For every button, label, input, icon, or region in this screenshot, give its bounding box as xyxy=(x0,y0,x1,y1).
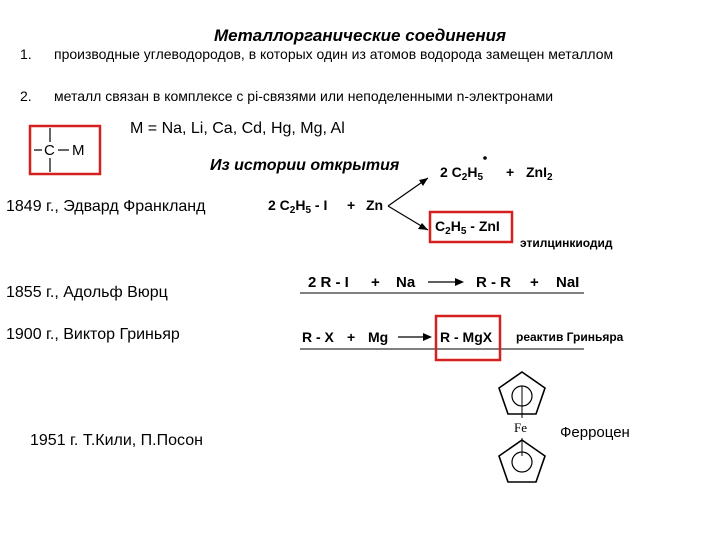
ethyl-radical xyxy=(440,164,483,183)
grignard-product: R - MgX xyxy=(440,329,493,345)
sodium-iodide: NaI xyxy=(556,274,580,291)
history-1855: 1855 г., Адольф Вюрц xyxy=(6,284,168,301)
list-text: металл связан в комплексе с pi-связями или неподеленными n-электронами xyxy=(54,88,554,104)
subscript: 5 xyxy=(460,226,467,237)
arrowhead xyxy=(423,333,432,341)
arrowhead xyxy=(419,178,428,186)
formula-part: - ZnI xyxy=(466,218,500,234)
magnesium: Mg xyxy=(368,329,389,345)
subscript: 5 xyxy=(477,172,484,183)
carbon-label: C xyxy=(44,142,55,159)
zinc-iodide xyxy=(526,164,553,183)
frankland-reactant xyxy=(268,197,327,216)
list-number: 2. xyxy=(20,88,32,104)
formula-part: H xyxy=(295,197,306,213)
wurtz-product: R - R xyxy=(476,274,511,291)
formula-part: H xyxy=(467,164,478,180)
subscript: 2 xyxy=(461,172,468,183)
list-text: производные углеводородов, в которых один из атомов водорода замещен металлом xyxy=(54,46,614,62)
formula-part: 2 C xyxy=(268,197,290,213)
formula-part: H xyxy=(450,218,461,234)
plus-sign: + xyxy=(506,164,515,180)
radical-dot xyxy=(483,156,487,160)
subscript: 2 xyxy=(445,226,451,237)
plus-sign: + xyxy=(347,197,356,213)
formula-part: ZnI xyxy=(526,164,547,180)
plus-sign: + xyxy=(347,329,356,345)
grignard-reagent-name: реактив Гриньяра xyxy=(516,330,624,344)
section-subtitle: Из истории открытия xyxy=(210,157,400,174)
metal-label: M xyxy=(72,142,85,159)
page-title: Металлорганические соединения xyxy=(213,26,507,45)
history-1951: 1951 г. Т.Кили, П.Посон xyxy=(30,432,203,449)
sodium: Na xyxy=(396,274,416,291)
formula-part: - I xyxy=(311,197,328,213)
subscript: 5 xyxy=(305,205,312,216)
metals-list: M = Na, Li, Ca, Cd, Hg, Mg, Al xyxy=(130,120,345,137)
list-number: 1. xyxy=(20,46,32,62)
arrowhead xyxy=(418,223,428,230)
history-1900: 1900 г., Виктор Гриньяр xyxy=(6,326,180,343)
zinc: Zn xyxy=(366,197,384,213)
ferrocene-label: Ферроцен xyxy=(560,424,630,441)
subscript: 2 xyxy=(547,172,553,183)
formula-part: 2 C xyxy=(440,164,462,180)
formula-part: C xyxy=(435,218,446,234)
grignard-reactant: R - X xyxy=(302,329,334,345)
arrowhead xyxy=(455,278,464,286)
history-1849: 1849 г., Эдвард Франкланд xyxy=(6,198,206,215)
wurtz-reactant: 2 R - I xyxy=(308,274,349,291)
plus-sign: + xyxy=(530,274,539,291)
plus-sign: + xyxy=(371,274,380,291)
iron-atom: Fe xyxy=(514,420,527,435)
ethylzinc-iodide-formula xyxy=(435,218,500,237)
ethylzinc-iodide-name: этилцинкиодид xyxy=(520,236,613,250)
subscript: 2 xyxy=(289,205,296,216)
